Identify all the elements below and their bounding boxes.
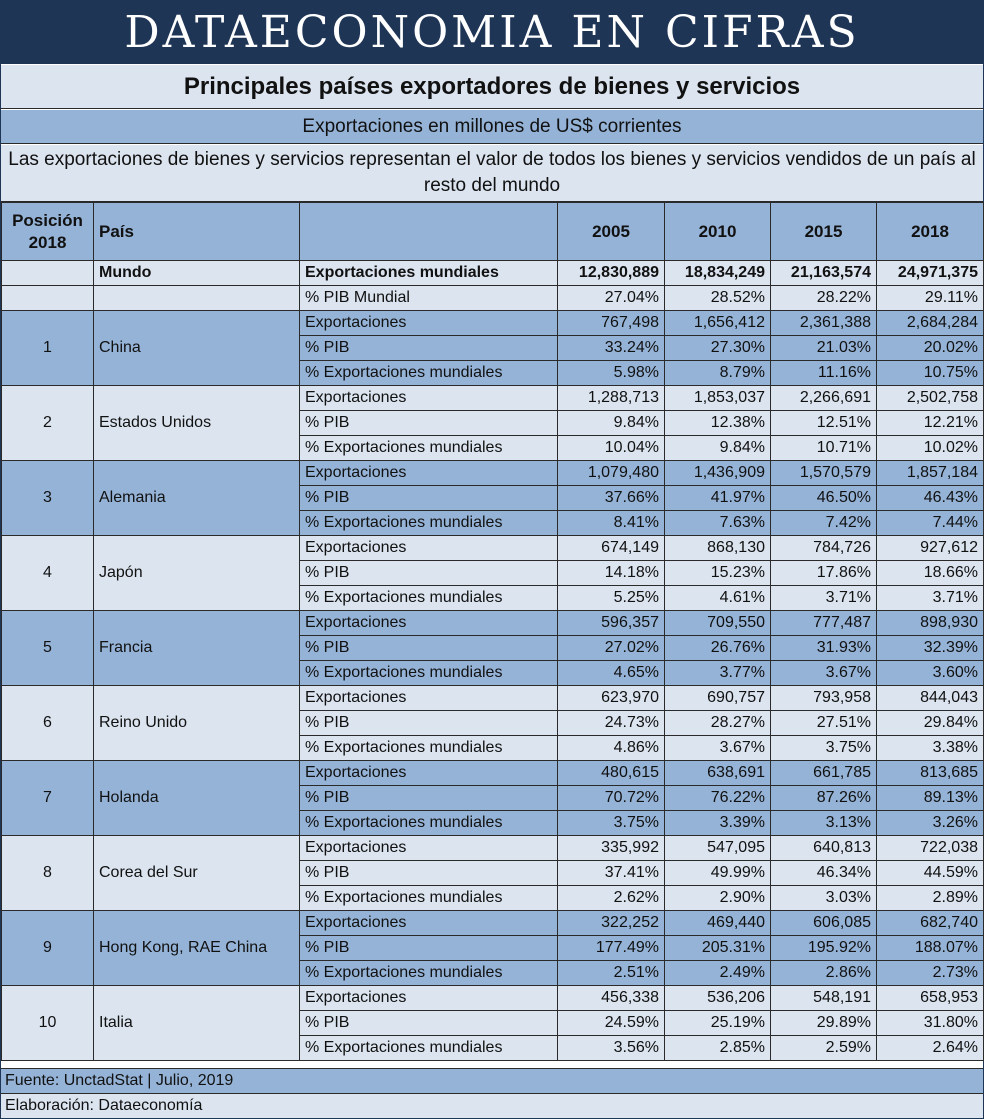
- country-cell: Holanda: [94, 761, 300, 836]
- value-cell: 27.30%: [665, 336, 771, 361]
- rank-cell: 3: [2, 461, 94, 536]
- country-cell: China: [94, 311, 300, 386]
- value-cell: 3.71%: [771, 586, 877, 611]
- rank-cell: 2: [2, 386, 94, 461]
- value-cell: 813,685: [877, 761, 984, 786]
- subtitle: Exportaciones en millones de US$ corrientes: [1, 110, 983, 144]
- country-cell: Hong Kong, RAE China: [94, 911, 300, 986]
- value-cell: 456,338: [558, 986, 665, 1011]
- world-row: [2, 286, 984, 311]
- header-row: [2, 203, 984, 261]
- country-cell: Mundo: [94, 261, 300, 286]
- value-cell: 2.90%: [665, 886, 771, 911]
- country-cell: [94, 286, 300, 311]
- value-cell: 2,502,758: [877, 386, 984, 411]
- indicator-label: % Exportaciones mundiales: [300, 1036, 558, 1061]
- value-cell: 8.41%: [558, 511, 665, 536]
- value-cell: 7.42%: [771, 511, 877, 536]
- indicator-label: % PIB: [300, 411, 558, 436]
- value-cell: 4.61%: [665, 586, 771, 611]
- table-row: [2, 686, 984, 711]
- header-indicator: [300, 203, 558, 261]
- value-cell: 784,726: [771, 536, 877, 561]
- value-cell: 674,149: [558, 536, 665, 561]
- value-cell: 21.03%: [771, 336, 877, 361]
- credit-note: Elaboración: Dataeconomía: [1, 1093, 983, 1118]
- indicator-label: Exportaciones: [300, 761, 558, 786]
- value-cell: 12,830,889: [558, 261, 665, 286]
- indicator-label: Exportaciones: [300, 611, 558, 636]
- header-year: 2005: [558, 203, 665, 261]
- indicator-label: Exportaciones: [300, 911, 558, 936]
- value-cell: 46.34%: [771, 861, 877, 886]
- value-cell: 27.51%: [771, 711, 877, 736]
- exports-table: [1, 202, 984, 1061]
- value-cell: 480,615: [558, 761, 665, 786]
- indicator-label: Exportaciones: [300, 311, 558, 336]
- value-cell: 89.13%: [877, 786, 984, 811]
- indicator-label: % PIB: [300, 711, 558, 736]
- value-cell: 898,930: [877, 611, 984, 636]
- rank-cell: 9: [2, 911, 94, 986]
- value-cell: 7.63%: [665, 511, 771, 536]
- world-row: [2, 261, 984, 286]
- indicator-label: % Exportaciones mundiales: [300, 511, 558, 536]
- table-row: [2, 311, 984, 336]
- value-cell: 3.71%: [877, 586, 984, 611]
- rank-cell: 10: [2, 986, 94, 1061]
- value-cell: 1,436,909: [665, 461, 771, 486]
- value-cell: 1,857,184: [877, 461, 984, 486]
- header-position: Posición 2018: [2, 203, 94, 261]
- indicator-label: Exportaciones: [300, 461, 558, 486]
- value-cell: 777,487: [771, 611, 877, 636]
- value-cell: 2.51%: [558, 961, 665, 986]
- indicator-label: % PIB: [300, 936, 558, 961]
- value-cell: 606,085: [771, 911, 877, 936]
- value-cell: 709,550: [665, 611, 771, 636]
- value-cell: 33.24%: [558, 336, 665, 361]
- value-cell: 15.23%: [665, 561, 771, 586]
- value-cell: 2,361,388: [771, 311, 877, 336]
- value-cell: 10.75%: [877, 361, 984, 386]
- value-cell: 29.11%: [877, 286, 984, 311]
- value-cell: 335,992: [558, 836, 665, 861]
- value-cell: 188.07%: [877, 936, 984, 961]
- indicator-label: Exportaciones: [300, 836, 558, 861]
- table-row: [2, 761, 984, 786]
- value-cell: 596,357: [558, 611, 665, 636]
- table-row: [2, 461, 984, 486]
- indicator-label: % PIB: [300, 786, 558, 811]
- value-cell: 70.72%: [558, 786, 665, 811]
- indicator-label: % PIB Mundial: [300, 286, 558, 311]
- rank-cell: 5: [2, 611, 94, 686]
- value-cell: 547,095: [665, 836, 771, 861]
- indicator-label: % Exportaciones mundiales: [300, 661, 558, 686]
- value-cell: 1,288,713: [558, 386, 665, 411]
- header-year: 2015: [771, 203, 877, 261]
- country-cell: Francia: [94, 611, 300, 686]
- value-cell: 2.62%: [558, 886, 665, 911]
- value-cell: 658,953: [877, 986, 984, 1011]
- value-cell: 31.93%: [771, 636, 877, 661]
- value-cell: 9.84%: [558, 411, 665, 436]
- rank-cell: [2, 286, 94, 311]
- value-cell: 3.38%: [877, 736, 984, 761]
- value-cell: 322,252: [558, 911, 665, 936]
- value-cell: 25.19%: [665, 1011, 771, 1036]
- value-cell: 722,038: [877, 836, 984, 861]
- value-cell: 3.26%: [877, 811, 984, 836]
- value-cell: 12.38%: [665, 411, 771, 436]
- value-cell: 1,079,480: [558, 461, 665, 486]
- value-cell: 49.99%: [665, 861, 771, 886]
- value-cell: 3.60%: [877, 661, 984, 686]
- value-cell: 3.75%: [771, 736, 877, 761]
- header-country: País: [94, 203, 300, 261]
- country-cell: Alemania: [94, 461, 300, 536]
- value-cell: 27.04%: [558, 286, 665, 311]
- value-cell: 2.73%: [877, 961, 984, 986]
- value-cell: 623,970: [558, 686, 665, 711]
- value-cell: 682,740: [877, 911, 984, 936]
- indicator-label: Exportaciones: [300, 986, 558, 1011]
- indicator-label: % Exportaciones mundiales: [300, 886, 558, 911]
- indicator-label: Exportaciones: [300, 386, 558, 411]
- value-cell: 177.49%: [558, 936, 665, 961]
- rank-cell: 8: [2, 836, 94, 911]
- indicator-label: % Exportaciones mundiales: [300, 736, 558, 761]
- indicator-label: Exportaciones mundiales: [300, 261, 558, 286]
- value-cell: 46.50%: [771, 486, 877, 511]
- value-cell: 11.16%: [771, 361, 877, 386]
- value-cell: 21,163,574: [771, 261, 877, 286]
- value-cell: 3.77%: [665, 661, 771, 686]
- indicator-label: % PIB: [300, 486, 558, 511]
- value-cell: 8.79%: [665, 361, 771, 386]
- value-cell: 5.98%: [558, 361, 665, 386]
- page-title: Principales países exportadores de bienes y servicios: [1, 65, 983, 109]
- value-cell: 690,757: [665, 686, 771, 711]
- table-row: [2, 986, 984, 1011]
- value-cell: 26.76%: [665, 636, 771, 661]
- value-cell: 5.25%: [558, 586, 665, 611]
- value-cell: 3.75%: [558, 811, 665, 836]
- value-cell: 20.02%: [877, 336, 984, 361]
- rank-cell: 7: [2, 761, 94, 836]
- value-cell: 14.18%: [558, 561, 665, 586]
- country-cell: Italia: [94, 986, 300, 1061]
- value-cell: 868,130: [665, 536, 771, 561]
- value-cell: 24.59%: [558, 1011, 665, 1036]
- country-cell: Japón: [94, 536, 300, 611]
- header-year: 2018: [877, 203, 984, 261]
- value-cell: 3.39%: [665, 811, 771, 836]
- indicator-label: % PIB: [300, 636, 558, 661]
- value-cell: 1,853,037: [665, 386, 771, 411]
- value-cell: 1,656,412: [665, 311, 771, 336]
- value-cell: 12.51%: [771, 411, 877, 436]
- value-cell: 37.66%: [558, 486, 665, 511]
- rank-cell: 4: [2, 536, 94, 611]
- value-cell: 3.03%: [771, 886, 877, 911]
- value-cell: 28.22%: [771, 286, 877, 311]
- value-cell: 76.22%: [665, 786, 771, 811]
- value-cell: 18,834,249: [665, 261, 771, 286]
- indicator-label: % Exportaciones mundiales: [300, 361, 558, 386]
- value-cell: 2.64%: [877, 1036, 984, 1061]
- value-cell: 10.04%: [558, 436, 665, 461]
- value-cell: 4.65%: [558, 661, 665, 686]
- value-cell: 44.59%: [877, 861, 984, 886]
- indicator-label: % Exportaciones mundiales: [300, 811, 558, 836]
- value-cell: 31.80%: [877, 1011, 984, 1036]
- value-cell: 793,958: [771, 686, 877, 711]
- indicator-label: % Exportaciones mundiales: [300, 436, 558, 461]
- value-cell: 3.13%: [771, 811, 877, 836]
- value-cell: 46.43%: [877, 486, 984, 511]
- description: Las exportaciones de bienes y servicios representan el valor de todos los bienes y servicios vendidos de un país al resto del mundo: [1, 145, 983, 202]
- value-cell: 469,440: [665, 911, 771, 936]
- indicator-label: % Exportaciones mundiales: [300, 586, 558, 611]
- value-cell: 638,691: [665, 761, 771, 786]
- indicator-label: Exportaciones: [300, 686, 558, 711]
- value-cell: 9.84%: [665, 436, 771, 461]
- indicator-label: % PIB: [300, 336, 558, 361]
- value-cell: 2.59%: [771, 1036, 877, 1061]
- value-cell: 87.26%: [771, 786, 877, 811]
- value-cell: 3.67%: [665, 736, 771, 761]
- indicator-label: % PIB: [300, 561, 558, 586]
- banner-title: DATAECONOMIA EN CIFRAS: [1, 1, 983, 64]
- table-row: [2, 536, 984, 561]
- value-cell: 640,813: [771, 836, 877, 861]
- value-cell: 29.89%: [771, 1011, 877, 1036]
- indicator-label: % PIB: [300, 1011, 558, 1036]
- table-row: [2, 836, 984, 861]
- header-year: 2010: [665, 203, 771, 261]
- value-cell: 2.89%: [877, 886, 984, 911]
- source-note: Fuente: UnctadStat | Julio, 2019: [1, 1068, 983, 1093]
- value-cell: 41.97%: [665, 486, 771, 511]
- value-cell: 29.84%: [877, 711, 984, 736]
- value-cell: 28.52%: [665, 286, 771, 311]
- value-cell: 1,570,579: [771, 461, 877, 486]
- table-row: [2, 911, 984, 936]
- value-cell: 24.73%: [558, 711, 665, 736]
- country-cell: Reino Unido: [94, 686, 300, 761]
- value-cell: 2.86%: [771, 961, 877, 986]
- country-cell: Corea del Sur: [94, 836, 300, 911]
- value-cell: 844,043: [877, 686, 984, 711]
- value-cell: 28.27%: [665, 711, 771, 736]
- rank-cell: 1: [2, 311, 94, 386]
- value-cell: 27.02%: [558, 636, 665, 661]
- rank-cell: 6: [2, 686, 94, 761]
- value-cell: 548,191: [771, 986, 877, 1011]
- value-cell: 2,684,284: [877, 311, 984, 336]
- value-cell: 3.56%: [558, 1036, 665, 1061]
- value-cell: 37.41%: [558, 861, 665, 886]
- value-cell: 927,612: [877, 536, 984, 561]
- rank-cell: [2, 261, 94, 286]
- value-cell: 2,266,691: [771, 386, 877, 411]
- value-cell: 661,785: [771, 761, 877, 786]
- value-cell: 17.86%: [771, 561, 877, 586]
- indicator-label: % Exportaciones mundiales: [300, 961, 558, 986]
- value-cell: 24,971,375: [877, 261, 984, 286]
- value-cell: 10.02%: [877, 436, 984, 461]
- table-row: [2, 386, 984, 411]
- value-cell: 32.39%: [877, 636, 984, 661]
- value-cell: 3.67%: [771, 661, 877, 686]
- value-cell: 195.92%: [771, 936, 877, 961]
- country-cell: Estados Unidos: [94, 386, 300, 461]
- indicator-label: % PIB: [300, 861, 558, 886]
- value-cell: 767,498: [558, 311, 665, 336]
- value-cell: 536,206: [665, 986, 771, 1011]
- value-cell: 10.71%: [771, 436, 877, 461]
- value-cell: 205.31%: [665, 936, 771, 961]
- value-cell: 7.44%: [877, 511, 984, 536]
- value-cell: 2.49%: [665, 961, 771, 986]
- value-cell: 12.21%: [877, 411, 984, 436]
- value-cell: 4.86%: [558, 736, 665, 761]
- table-row: [2, 611, 984, 636]
- value-cell: 18.66%: [877, 561, 984, 586]
- indicator-label: Exportaciones: [300, 536, 558, 561]
- value-cell: 2.85%: [665, 1036, 771, 1061]
